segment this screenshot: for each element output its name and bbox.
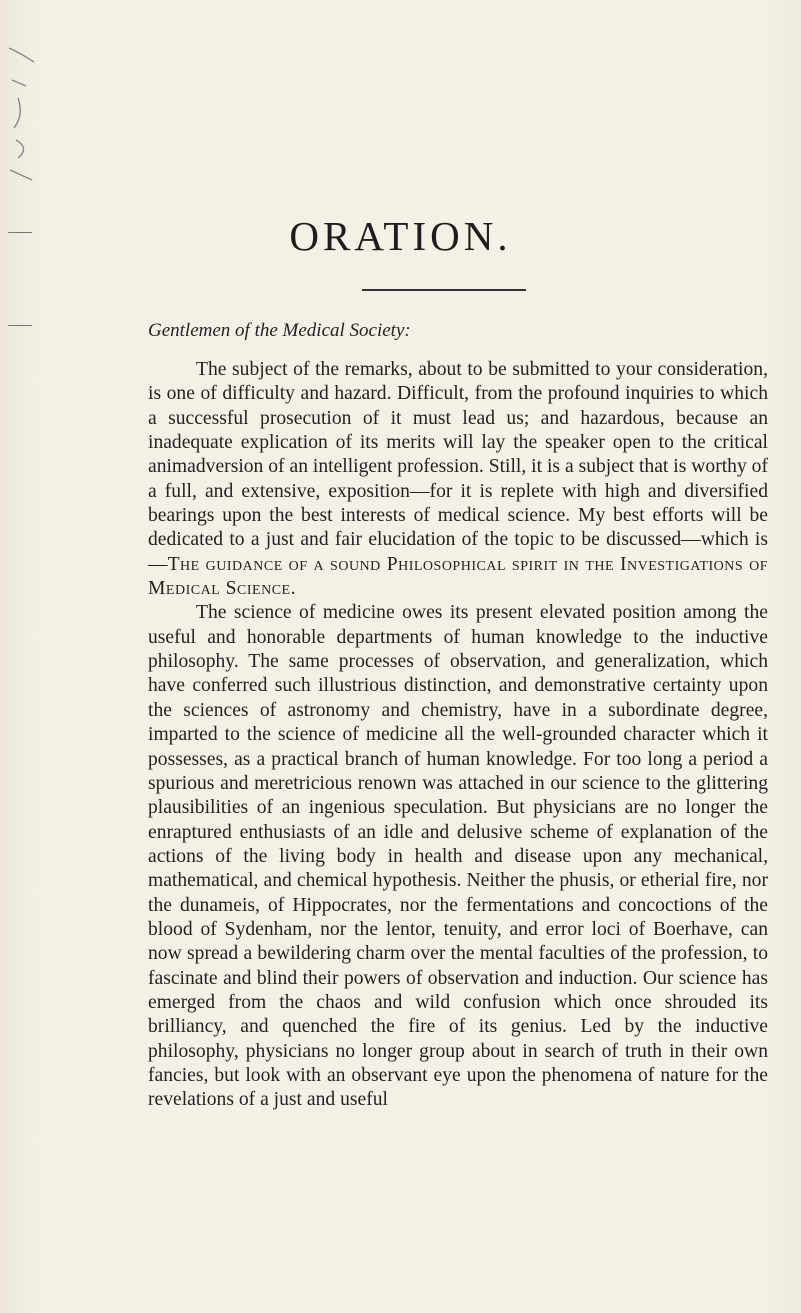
margin-handwriting (4, 40, 44, 190)
page-title: ORATION. (289, 213, 512, 259)
margin-mark (8, 325, 32, 326)
paragraph-1 (148, 358, 768, 601)
body-text (148, 358, 768, 1113)
paragraph-1-text: The subject of the remarks, about to be submitted to your consideration, is one of difficulty and hazard. Difficult, from the profound inquiries to which a successful prosecution of it must lead us; and hazardous, because an inadequate explication of its merits will lay the speaker open to the critical animadversion of an intelligent profession. Still, it is a subject that is worthy of a full, and extensive, exposition—for it is replete with high and diversified bearings upon the best interests of medical science. My best efforts will be dedicated to a just and fair elucidation of the topic to be discussed—which is— (148, 359, 768, 575)
title-divider (362, 289, 526, 291)
paragraph-2: The science of medicine owes its present elevated position among the useful and honorable departments of human knowledge to the inductive philosophy. The same processes of observation, and generalization, which have conferred such illustrious distinction, and demonstrative certainty upon the sciences of astronomy and chemistry, have in a subordinate degree, imparted to the science of medicine all the well-grounded character which it possesses, as a practical branch of human knowledge. For too long a period a spurious and meretricious renown was attached in our science to the glittering plausibilities of an ingenious speculation. But physicians are no longer the enraptured enthusiasts of an idle and delusive scheme of explanation of the actions of the living body in health and disease upon any mechanical, mathematical, and chemical hypothesis. Neither the phusis, or etherial fire, nor the dunameis, of Hippocrates, nor the fermentations and concoctions of the blood of Sydenham, nor the lentor, tenuity, and error loci of Boerhave, can now spread a bewildering charm over the mental faculties of the profession, to fascinate and blind their powers of observation and induction. Our science has emerged from the chaos and wild confusion which once shrouded its brilliancy, and quenched the fire of its genius. Led by the inductive philosophy, physicians no longer group about in search of truth in their own fancies, but look with an observant eye upon the phenomena of nature for the revelations of a just and useful (148, 602, 768, 1111)
oration-topic: The guidance of a sound Philosophical spirit in the Investigations of Medical Science. (148, 553, 768, 600)
salutation: Gentlemen of the Medical Society: (148, 320, 411, 341)
